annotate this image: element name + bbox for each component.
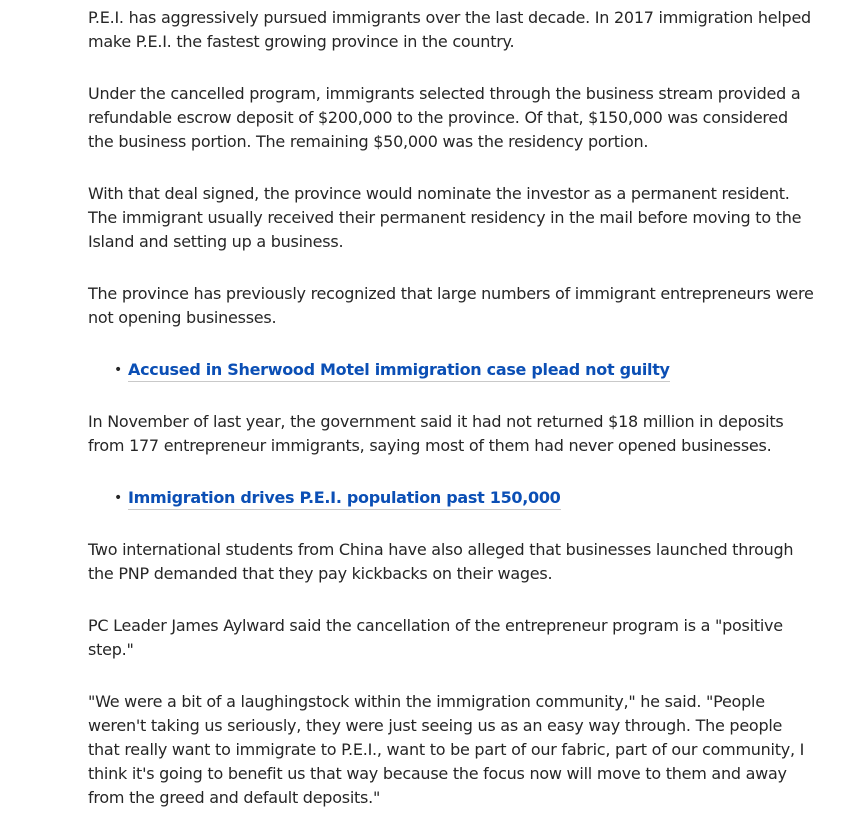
bullet-icon: • [114,490,123,506]
paragraph-escrow-deposit: Under the cancelled program, immigrants selected through the business stream provided a refundable escrow deposit of $200,000 to the province. Of that, $150,000 was considered the business portion. The remaining $50,000 was the residency portion. [88,84,801,151]
paragraph-kickbacks: Two international students from China have also alleged that businesses launched through the PNP demanded that they pay kickbacks on their wages. [88,540,794,583]
paragraph-aylward: PC Leader James Aylward said the cancellation of the entrepreneur program is a "positive step." [88,616,783,659]
related-item [114,486,818,510]
paragraph-deposits-not-returned: In November of last year, the government said it had not returned $18 million in deposits from 177 entrepreneur immigrants, saying most of them had never opened businesses. [88,412,784,455]
related-link-population[interactable]: Immigration drives P.E.I. population past 150,000 [128,488,561,510]
related-links-1 [88,358,818,382]
bullet-icon: • [114,362,123,378]
paragraph-permanent-resident: With that deal signed, the province would nominate the investor as a permanent resident. The immigrant usually received their permanent residency in the mail before moving to the Island and setting up a business. [88,184,802,251]
related-link-sherwood-motel[interactable]: Accused in Sherwood Motel immigration case plead not guilty [128,360,670,382]
paragraph-immigration-growth: P.E.I. has aggressively pursued immigrants over the last decade. In 2017 immigration helped make P.E.I. the fastest growing province in the country. [88,8,811,51]
paragraph-quote: "We were a bit of a laughingstock within the immigration community," he said. "People weren't taking us seriously, they were just seeing us as an easy way through. The people that really want to immigrate to P.E.I., want to be part of our fabric, part of our community, I think it's going to benefit us that way because the focus now will move to them and away from the greed and default deposits." [88,692,805,807]
paragraph-entrepreneurs: The province has previously recognized that large numbers of immigrant entrepreneurs were not opening businesses. [88,284,814,327]
article-body [88,6,818,838]
related-item [114,358,818,382]
related-links-2 [88,486,818,510]
